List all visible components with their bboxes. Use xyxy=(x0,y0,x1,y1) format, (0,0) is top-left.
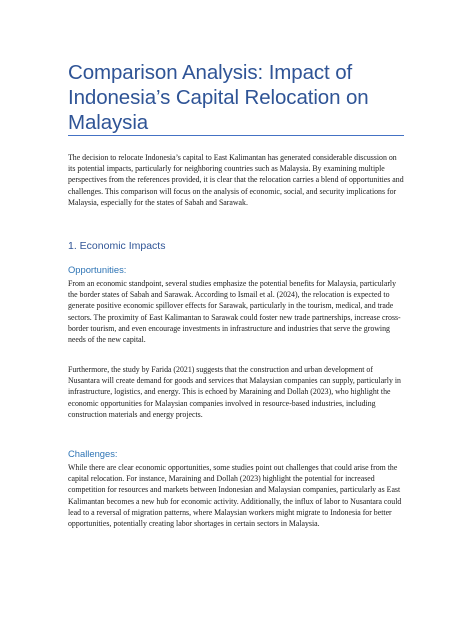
challenges-paragraph: While there are clear economic opportunities, some studies point out challenges that could arise from the capital relocation. For instance, Maraining and Dollah (2023) highlight the potential for increased competition for resources and markets between Indonesian and Malaysian companies, particularly as East Kalimantan becomes a new hub for economic activity. Additionally, the influx of labor to Nusantara could lead to a reversal of migration patterns, where Malaysian workers might migrate to Indonesia for better opportunities, potentially creating labor shortages in certain sectors in Malaysia. xyxy=(68,463,402,529)
opportunities-paragraph-2: Furthermore, the study by Farida (2021) suggests that the construction and urban development of Nusantara will create demand for goods and services that Malaysian companies can supply, particularly in infrastructure, logistics, and energy. This is echoed by Maraining and Dollah (2023), who highlight the economic opportunities for Malaysian companies involved in resource-based industries, including construction materials and energy projects. xyxy=(68,365,401,419)
document-title: Comparison Analysis: Impact of Indonesia’s Capital Relocation on Malaysia xyxy=(68,61,369,134)
title-underline xyxy=(68,135,404,136)
subsection-heading-challenges: Challenges: xyxy=(68,448,118,459)
section-heading-economic-impacts: 1. Economic Impacts xyxy=(68,240,166,252)
opportunities-paragraph-1: From an economic standpoint, several studies emphasize the potential benefits for Malaysia, particularly the border states of Sabah and Sarawak. According to Ismail et al. (2024), the relocation is expected to generate positive economic spillover effects for Sarawak, particularly in the tourism, medical, and trade sectors. The proximity of East Kalimantan to Sarawak could foster new trade partnerships, increase cross-border tourism, and even encourage investments in infrastructure and industries that serve the growing needs of the new capital. xyxy=(68,279,401,345)
subsection-heading-opportunities: Opportunities: xyxy=(68,264,127,275)
intro-paragraph: The decision to relocate Indonesia’s capital to East Kalimantan has generated considerable discussion on its potential impacts, particularly for neighboring countries such as Malaysia. By examining multiple perspectives from the references provided, it is clear that the relocation carries a blend of opportunities and challenges. This comparison will focus on the analysis of economic, social, and security implications for Malaysia, especially for the states of Sabah and Sarawak. xyxy=(68,153,404,207)
